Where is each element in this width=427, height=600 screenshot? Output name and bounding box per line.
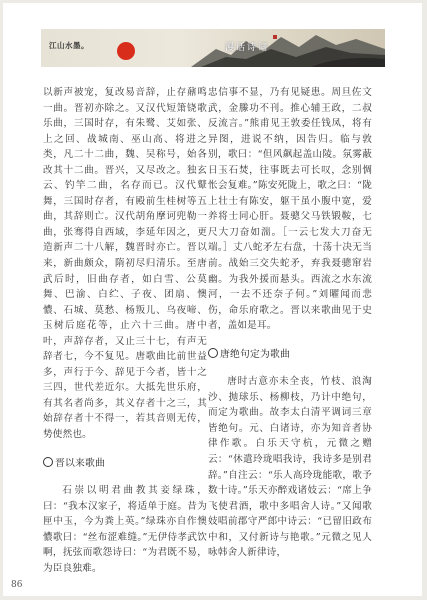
book-page	[3, 3, 422, 596]
banner-slogan: 江山水墨。	[49, 41, 89, 50]
landscape-ink-painting	[41, 29, 385, 67]
header-banner	[41, 29, 385, 67]
subsection-heading: 晋以来歌曲	[43, 456, 207, 472]
left-column	[43, 85, 207, 576]
paragraph: 以新声被宠，复改易音辞，止存鼐鸣一曲。晋初亦除之。又汉代短箫铙歌乐曲，三国时存，有朱鹭、艾如张、上之回、战城南、巫山高、将进之类，凡二十二曲，魏、吴称号，始各改其十二曲。晋兴，又尽改之。独玄云、钓竿二曲，名存而已。汉代鼙舞，三国时存者，有殿前生桂树等五曲，其辞则亡。汉代胡角摩诃兜勒一曲，张骞得自西域，李延年因之，更造新声二十八解，魏晋时亦亡。晋以来，新曲颇众，隋初尽归清乐。至唐武后时，旧曲存者，如白雪、公莫舞、巴渝、白纻、子夜、团扇、懊憹、石城、莫愁、杨叛儿、乌夜啼、玉树后庭花等，止六十三曲。唐中叶，声辞存者，又止三十七，有声无辞者七，今不复见。唐歌曲比前世益多，声行于今、辞见于今者，皆十之三四，世代差近尔。大抵先世乐府，有其名者尚多，其义存者十之三，其始辞存者十不得一，若其音则无传，势使然也。	[43, 87, 207, 441]
paragraph: 唐时古意亦未全丧，竹枝、浪淘沙、抛球乐、杨柳枝，乃计中绝句，而定为歌曲。故李太白清平调词三章皆绝句。元、白诸诗，亦为知音者协律作歌。白乐天守杭，元微之赠云：“休遣玲珑唱我诗，我诗多是别君辞。”自注云：“乐人高玲珑能歌，歌予数十诗。”乐天亦醉戏诸妓云：“席上争飞使君酒，歌中多唱舍人诗。”又闻歌妓唱前郡守严郎中诗云：“已留旧政布中和，又付新诗与艳歌。”元微之见人咏韩舍人新律诗，	[208, 376, 372, 559]
right-column	[208, 85, 372, 561]
paragraph: 忠信事不显，乃有见疑患。周旦佐文武，金縢功不刊。推心辅王政，二叔反流言。”熊甫见王敦委任钱凤，将有异图，进说不纳，因告归。临与敦别，歌曰：“但风飙起盖山陵。氛雾蔽日玉石焚，往事既去可长叹，念别惆怅会复难。”陈安死陇上，歌之曰：“陇上壮士有陈安，躯干虽小腹中宽，爱养将士同心肝。聂骢父马铁锻鞍，七尺大刀奋如湍。［一云七发大刀奋无端。］丈八蛇矛左右盘，十荡十决无当前。战始三交失蛇矛，弃我聂骢窜岩幽。为我外援而悬头。西流之水东流河，一去不还奈子何。”刘曜闻而悲伤，命乐府歌之。晋以来歌曲见于史者，盖如是耳。	[208, 87, 372, 332]
red-sun-icon	[117, 42, 135, 60]
section-title: 漫话诗词	[225, 43, 270, 53]
subsection-heading: 唐绝句定为歌曲	[208, 347, 372, 363]
page-number: 86	[11, 580, 23, 590]
seal-stamp-icon	[273, 35, 277, 39]
circle-bullet-icon	[208, 348, 218, 358]
circle-bullet-icon	[43, 457, 53, 467]
paragraph: 石崇以明君曲教其妾绿珠，曰：“我本汉家子，将适单于庭。昔为匣中玉，今为粪上英。”绿珠亦自作懊憹歌曰：“丝布涩难缝。”无伊侍孝武饮啊，抚弦而歌怨诗曰：“为君既不易，为臣良独难。	[43, 485, 207, 574]
